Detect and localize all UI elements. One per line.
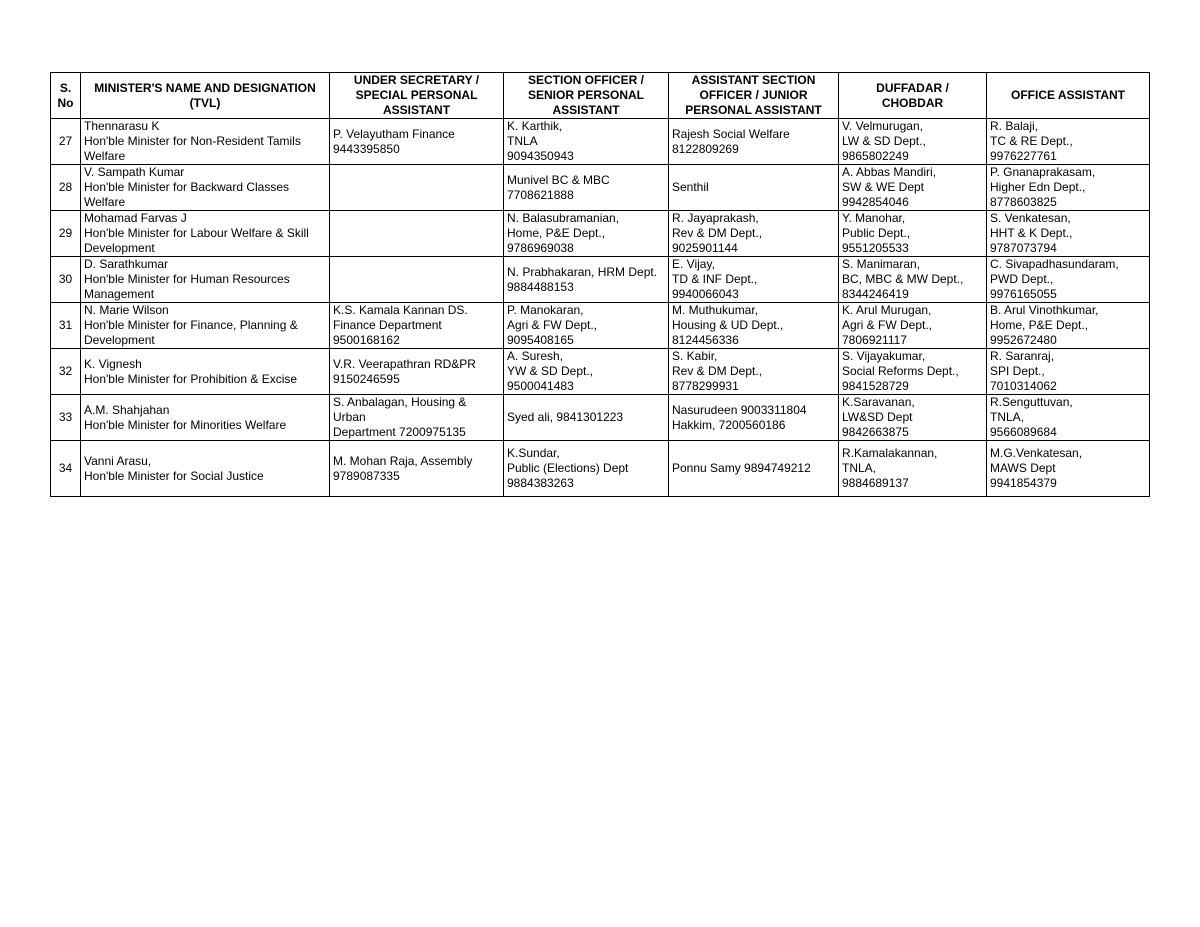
minister-cell: [81, 211, 330, 257]
assistant-section-officer-cell: R. Jayaprakash, Rev & DM Dept., 9025901144: [669, 211, 839, 257]
minister-name: K. Vignesh: [84, 356, 142, 371]
under-secretary-cell: V.R. Veerapathran RD&PR 9150246595: [330, 349, 504, 395]
table-row: [51, 119, 1150, 165]
header-assistant-section-officer: ASSISTANT SECTION OFFICER / JUNIOR PERSONAL ASSISTANT: [669, 73, 839, 119]
minister-designation: Hon'ble Minister for Human Resources Management: [84, 272, 290, 301]
minister-cell: [81, 303, 330, 349]
office-assistant-cell: C. Sivapadhasundaram, PWD Dept., 9976165055: [987, 257, 1150, 303]
minister-name: Thennarasu K: [84, 119, 160, 133]
office-assistant-cell: M.G.Venkatesan, MAWS Dept 9941854379: [987, 441, 1150, 497]
section-officer-cell: K.Sundar, Public (Elections) Dept 9884383263: [504, 441, 669, 497]
minister-name: A.M. Shahjahan: [84, 402, 170, 417]
assistant-section-officer-cell: M. Muthukumar, Housing & UD Dept., 8124456336: [669, 303, 839, 349]
duffadar-cell: K.Saravanan, LW&SD Dept 9842663875: [839, 395, 987, 441]
header-office-assistant: OFFICE ASSISTANT: [987, 73, 1150, 119]
minister-name: Vanni Arasu,: [84, 453, 152, 468]
minister-cell: [81, 395, 330, 441]
minister-name: D. Sarathkumar: [84, 257, 169, 271]
minister-designation: Hon'ble Minister for Non-Resident Tamils Welfare: [84, 134, 301, 163]
duffadar-cell: S. Vijayakumar, Social Reforms Dept., 9841528729: [839, 349, 987, 395]
under-secretary-cell: [330, 165, 504, 211]
under-secretary-cell: [330, 257, 504, 303]
table-row: [51, 395, 1150, 441]
table-row: [51, 257, 1150, 303]
office-assistant-cell: S. Venkatesan, HHT & K Dept., 9787073794: [987, 211, 1150, 257]
office-assistant-cell: R.Senguttuvan, TNLA, 9566089684: [987, 395, 1150, 441]
assistant-section-officer-cell: Senthil: [669, 165, 839, 211]
office-assistant-cell: P. Gnanaprakasam, Higher Edn Dept., 8778603825: [987, 165, 1150, 211]
sno-cell: 29: [51, 211, 81, 257]
section-officer-cell: K. Karthik, TNLA 9094350943: [504, 119, 669, 165]
minister-cell: [81, 165, 330, 211]
table-row: [51, 211, 1150, 257]
minister-designation: Hon'ble Minister for Prohibition & Excise: [84, 371, 298, 386]
header-section-officer: SECTION OFFICER / SENIOR PERSONAL ASSISTANT: [504, 73, 669, 119]
sno-cell: 27: [51, 119, 81, 165]
minister-name: Mohamad Farvas J: [84, 211, 187, 225]
table-row: [51, 349, 1150, 395]
duffadar-cell: V. Velmurugan, LW & SD Dept., 9865802249: [839, 119, 987, 165]
minister-designation: Hon'ble Minister for Minorities Welfare: [84, 417, 287, 432]
header-minister: MINISTER'S NAME AND DESIGNATION (TVL): [81, 73, 330, 119]
section-officer-cell: P. Manokaran, Agri & FW Dept., 9095408165: [504, 303, 669, 349]
table-row: [51, 165, 1150, 211]
header-duffadar: DUFFADAR / CHOBDAR: [839, 73, 987, 119]
assistant-section-officer-cell: S. Kabir, Rev & DM Dept., 8778299931: [669, 349, 839, 395]
under-secretary-cell: K.S. Kamala Kannan DS. Finance Department 9500168162: [330, 303, 504, 349]
section-officer-cell: A. Suresh, YW & SD Dept., 9500041483: [504, 349, 669, 395]
minister-cell: [81, 441, 330, 497]
duffadar-cell: Y. Manohar, Public Dept., 9551205533: [839, 211, 987, 257]
assistant-section-officer-cell: Ponnu Samy 9894749212: [669, 441, 839, 497]
sno-cell: 34: [51, 441, 81, 497]
office-assistant-cell: B. Arul Vinothkumar, Home, P&E Dept., 9952672480: [987, 303, 1150, 349]
minister-designation: Hon'ble Minister for Labour Welfare & Skill Development: [84, 226, 309, 255]
assistant-section-officer-cell: Rajesh Social Welfare 8122809269: [669, 119, 839, 165]
minister-cell: [81, 257, 330, 303]
under-secretary-cell: P. Velayutham Finance 9443395850: [330, 119, 504, 165]
section-officer-cell: N. Prabhakaran, HRM Dept. 9884488153: [504, 257, 669, 303]
minister-name: N. Marie Wilson: [84, 303, 169, 317]
table-row: [51, 441, 1150, 497]
header-sno: S. No: [51, 73, 81, 119]
duffadar-cell: S. Manimaran, BC, MBC & MW Dept., 8344246419: [839, 257, 987, 303]
sno-cell: 33: [51, 395, 81, 441]
assistant-section-officer-cell: E. Vijay, TD & INF Dept., 9940066043: [669, 257, 839, 303]
office-assistant-cell: R. Balaji, TC & RE Dept., 9976227761: [987, 119, 1150, 165]
under-secretary-cell: M. Mohan Raja, Assembly 9789087335: [330, 441, 504, 497]
duffadar-cell: K. Arul Murugan, Agri & FW Dept., 7806921117: [839, 303, 987, 349]
sno-cell: 31: [51, 303, 81, 349]
minister-cell: [81, 119, 330, 165]
section-officer-cell: Syed ali, 9841301223: [504, 395, 669, 441]
sno-cell: 32: [51, 349, 81, 395]
under-secretary-cell: S. Anbalagan, Housing & Urban Department 7200975135: [330, 395, 504, 441]
table-row: [51, 303, 1150, 349]
under-secretary-cell: [330, 211, 504, 257]
minister-cell: [81, 349, 330, 395]
minister-designation: Hon'ble Minister for Social Justice: [84, 468, 264, 483]
minister-name: V. Sampath Kumar: [84, 165, 185, 179]
minister-designation: Hon'ble Minister for Backward Classes Welfare: [84, 180, 290, 209]
header-row: [51, 73, 1150, 119]
section-officer-cell: N. Balasubramanian, Home, P&E Dept., 9786969038: [504, 211, 669, 257]
duffadar-cell: A. Abbas Mandiri, SW & WE Dept 9942854046: [839, 165, 987, 211]
office-assistant-cell: R. Saranraj, SPI Dept., 7010314062: [987, 349, 1150, 395]
sno-cell: 30: [51, 257, 81, 303]
minister-designation: Hon'ble Minister for Finance, Planning & Development: [84, 318, 298, 347]
staff-table: [50, 72, 1150, 497]
assistant-section-officer-cell: Nasurudeen 9003311804 Hakkim, 7200560186: [669, 395, 839, 441]
duffadar-cell: R.Kamalakannan, TNLA, 9884689137: [839, 441, 987, 497]
header-under-secretary: UNDER SECRETARY / SPECIAL PERSONAL ASSISTANT: [330, 73, 504, 119]
sno-cell: 28: [51, 165, 81, 211]
section-officer-cell: Munivel BC & MBC 7708621888: [504, 165, 669, 211]
